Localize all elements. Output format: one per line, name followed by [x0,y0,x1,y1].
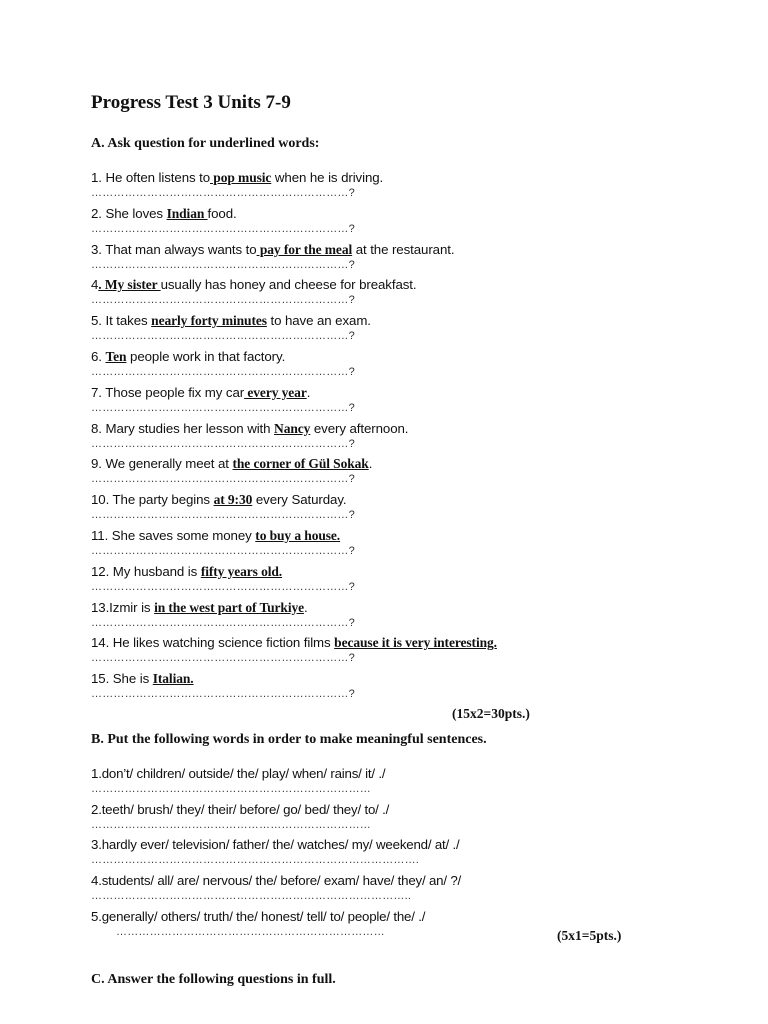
underlined-phrase: Ten [105,349,127,364]
underlined-phrase: in the west part of Turkiye [154,599,305,615]
question-text: 5. It takes [91,313,152,329]
underlined-phrase: Nancy [274,420,311,436]
underlined-phrase: Italian. [152,671,194,687]
question-b-3: 3.hardly ever/ television/ father/ the/ watches/ my/ weekend/ at/ ./ [91,837,460,852]
underlined-phrase: the corner of Gül Sokak [232,456,369,472]
answer-line[interactable]: ……………………………………………………………? [91,187,355,199]
question-text-end: usually has honey and cheese for breakfast. [160,277,417,293]
question-a-9 [91,456,372,472]
question-b-2: 2.teeth/ brush/ they/ their/ before/ go/ bed/ they/ to/ ./ [91,802,390,817]
underlined-phrase: nearly forty minutes [151,313,267,329]
answer-line[interactable]: ………………………………………………………………… [91,819,371,831]
section-a-heading: A. Ask question for underlined words: [91,136,320,151]
answer-line[interactable]: ……………………………………………………………? [91,437,355,450]
section-c-heading: C. Answer the following questions in full. [91,972,336,987]
question-a-15 [91,671,194,687]
question-a-1 [91,170,383,186]
answer-line[interactable]: ……………………………………………………………? [91,366,355,378]
underlined-phrase: to buy a house. [255,528,341,543]
question-text: 14. He likes watching science fiction films [91,635,335,651]
answer-line[interactable]: ……………………………………………………………? [91,616,355,629]
question-a-8 [91,421,408,437]
answer-line[interactable]: ……………………………………………………………? [91,401,355,414]
question-a-7 [91,385,310,401]
question-a-13 [91,600,308,616]
question-a-10 [91,492,346,508]
question-b-5: 5.generally/ others/ truth/ the/ honest/ tell/ to/ people/ the/ ./ [91,909,426,924]
answer-line[interactable]: ……………………………………………………………? [91,652,355,665]
question-text-end: at the restaurant. [352,241,455,257]
question-text-end: food. [207,205,237,221]
question-a-5 [91,313,371,329]
underlined-phrase: pay for the meal [256,241,353,257]
answer-line[interactable]: ……………………………………………………………? [91,473,355,486]
question-text: 13.Izmir is [91,599,155,615]
answer-line[interactable]: ……………………………………………………………? [91,294,355,307]
question-text: 6. [91,349,106,364]
underlined-phrase: . My sister [98,277,161,293]
answer-line[interactable]: ……………………………………………………………? [91,222,355,235]
question-text-end: every afternoon. [310,420,409,436]
question-text: 10. The party begins [91,492,214,508]
question-text: 8. Mary studies her lesson with [91,420,275,436]
underlined-phrase: because it is very interesting. [334,635,497,651]
question-text: 1. He often listens to [91,170,211,185]
underlined-phrase: pop music [210,170,272,185]
question-a-6 [91,349,285,365]
question-a-14 [91,635,497,651]
page-title: Progress Test 3 Units 7-9 [91,92,291,113]
answer-line[interactable]: ……………………………………………………………? [91,545,355,557]
question-text: 3. That man always wants to [91,241,257,257]
question-text: 2. She loves [91,205,167,221]
question-text-end: . [368,456,373,472]
question-text-end: . [304,599,308,615]
question-text-end: to have an exam. [266,313,371,329]
question-b-4: 4.students/ all/ are/ nervous/ the/ before/ exam/ have/ they/ an/ ?/ [91,873,462,888]
question-a-4 [91,277,417,293]
question-text: 7. Those people fix my car [91,384,245,400]
underlined-phrase: every year [244,384,307,400]
answer-line[interactable]: ………………………………………………………………… [91,783,371,795]
answer-line[interactable]: ………………………………………………………………………….. [91,890,412,902]
question-text: 11. She saves some money [91,528,256,543]
question-text: 9. We generally meet at [91,456,233,472]
question-text-end: people work in that factory. [126,349,286,364]
question-b-1: 1.don’t/ children/ outside/ the/ play/ when/ rains/ it/ ./ [91,766,386,781]
question-text-end: when he is driving. [271,170,384,185]
answer-line[interactable]: ……………………………………………………………………………. [91,854,420,866]
question-text: 12. My husband is [91,563,201,579]
section-a-score: (15x2=30pts.) [452,706,530,721]
question-a-11 [91,528,340,544]
underlined-phrase: Indian [166,205,208,221]
section-b-score: (5x1=5pts.) [557,928,622,943]
answer-line[interactable]: ……………………………………………………………? [91,258,355,271]
question-a-2 [91,206,237,222]
underlined-phrase: fifty years old. [200,563,283,579]
answer-line[interactable]: ……………………………………………………………? [91,580,355,593]
question-a-12 [91,564,282,580]
question-text-end: every Saturday. [252,492,347,508]
answer-line[interactable]: ……………………………………………………………… [116,926,385,938]
answer-line[interactable]: ……………………………………………………………? [91,509,355,522]
question-text: 15. She is [91,671,153,687]
section-b-heading: B. Put the following words in order to make meaningful sentences. [91,732,487,747]
question-text: 4 [91,277,99,293]
answer-line[interactable]: ……………………………………………………………? [91,688,355,701]
underlined-phrase: at 9:30 [213,492,253,508]
question-a-3 [91,242,454,258]
answer-line[interactable]: ……………………………………………………………? [91,330,355,343]
question-text-end: . [306,384,311,400]
